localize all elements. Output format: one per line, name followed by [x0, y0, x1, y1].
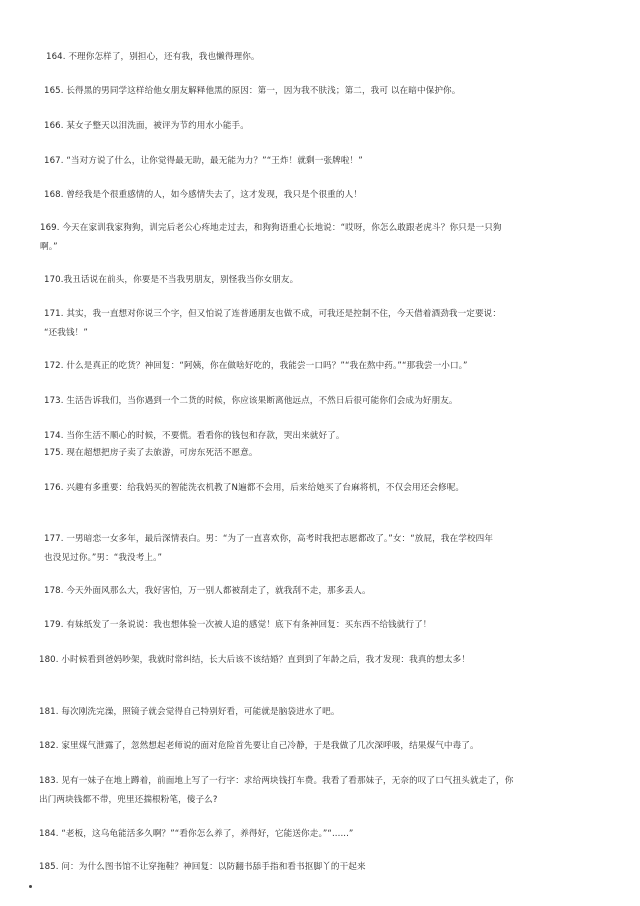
item-text: 184. “老板，这乌龟能活多久啊？”“看你怎么养了，养得好，它能送你走。”“......”	[39, 829, 354, 839]
list-item	[44, 582, 371, 601]
item-text: 181. 每次刚洗完澡，照镜子就会觉得自己特别好看，可能就是脑袋进水了吧。	[39, 707, 340, 717]
list-item	[44, 271, 298, 290]
list-item	[39, 737, 479, 756]
list-item	[40, 219, 502, 257]
item-text: 180. 小时候看到爸妈吵架，我就时常纠结，长大后该不该结婚？直到到了年龄之后，我才发现：我真的想太多！	[39, 655, 470, 665]
item-text: 178. 今天外面风那么大，我好害怕，万一别人都被刮走了，就我刮不走，那多丢人。	[44, 586, 371, 596]
list-item	[44, 305, 501, 343]
item-text: 179. 有妹纸发了一条说说：我也想体验一次被人追的感觉！底下有条神回复：买东西不给钱就行了！	[44, 620, 432, 630]
item-text: 183. 见有一妹子在地上蹲着，前面地上写了一行字：求给两块钱打车费。我看了看那妹子，无奈的叹了口气扭头就走了，你	[39, 776, 514, 786]
item-text-continued: 也没见过你。”男：“我没考上。”	[44, 553, 163, 563]
stray-dot	[29, 885, 32, 888]
item-text: 167. “当对方说了什么，让你觉得最无助，最无能为力？”“王炸！就剩一张牌啦！”	[44, 156, 363, 166]
item-text-continued: “还我钱！”	[44, 328, 88, 338]
item-text: 182. 家里煤气泄露了，忽然想起老师说的面对危险首先要让自己冷静，于是我做了几次深呼吸，结果煤气中毒了。	[39, 741, 479, 751]
list-item	[39, 858, 366, 877]
list-item	[44, 82, 460, 101]
item-text: 185. 问：为什么图书馆不让穿拖鞋？神回复：以防翻书舔手指和看书抠脚丫的干起来	[39, 862, 366, 872]
item-text: 174. 当你生活不顺心的时候，不要慌。看看你的钱包和存款，哭出来就好了。	[44, 431, 345, 441]
item-text: 168. 曾经我是个很重感情的人，如今感情失去了，这才发现，我只是个很重的人！	[44, 190, 362, 200]
list-item	[44, 117, 249, 136]
item-text: 175. 现在超想把房子卖了去旅游，可房东死活不愿意。	[44, 448, 258, 458]
list-item	[44, 530, 493, 568]
item-text-continued: 啊。”	[40, 242, 58, 252]
item-text: 172. 什么是真正的吃货？神回复：“阿姨，你在做啥好吃的，我能尝一口吗？”“我在熬中药。”“那我尝一小口。”	[44, 361, 468, 371]
item-text: 166. 某女子整天以泪洗面，被评为节约用水小能手。	[44, 121, 249, 131]
list-item	[44, 186, 362, 205]
list-item	[46, 48, 260, 67]
list-item	[44, 152, 363, 171]
item-text: 177. 一男暗恋一女多年，最后深情表白。男：“为了一直喜欢你，高考时我把志愿都改了。”女：“放屁，我在学校四年	[44, 534, 494, 544]
list-item	[39, 703, 340, 722]
list-item	[39, 825, 354, 844]
item-text: 169. 今天在家训我家狗狗，训完后老公心疼地走过去，和狗狗语重心长地说：“哎呀，你怎么敢跟老虎斗？你只是一只狗	[40, 223, 502, 233]
item-text: 173. 生活告诉我们，当你遇到一个二货的时候，你应该果断离他远点，不然日后很可能你们会成为好朋友。	[44, 396, 458, 406]
list-item	[44, 616, 432, 635]
list-item	[44, 479, 464, 498]
list-item	[39, 772, 513, 810]
item-text: 170.我丑话说在前头，你要是不当我男朋友，别怪我当你女朋友。	[44, 275, 299, 285]
list-item	[39, 651, 470, 670]
list-item	[44, 444, 258, 463]
item-text: 164. 不理你怎样了，别担心，还有我，我也懒得理你。	[46, 52, 260, 62]
list-item	[44, 392, 458, 411]
item-text-continued: 出门两块钱都不带，兜里还揣根粉笔，傻子么?	[39, 795, 218, 805]
item-text: 171. 其实，我一直想对你说三个字，但又怕说了连普通朋友也做不成，可我还是控制不住，今天借着酒劲我一定要说：	[44, 309, 502, 319]
item-text: 176. 兴趣有多重要：给我妈买的智能洗衣机教了N遍都不会用，后来给她买了台麻将机，不仅会用还会修呢。	[44, 483, 465, 493]
item-text: 165. 长得黑的男同学这样给他女朋友解释他黑的原因：第一，因为我不肤浅；第二，我可 以在暗中保护你。	[44, 86, 461, 96]
list-item	[44, 357, 468, 376]
